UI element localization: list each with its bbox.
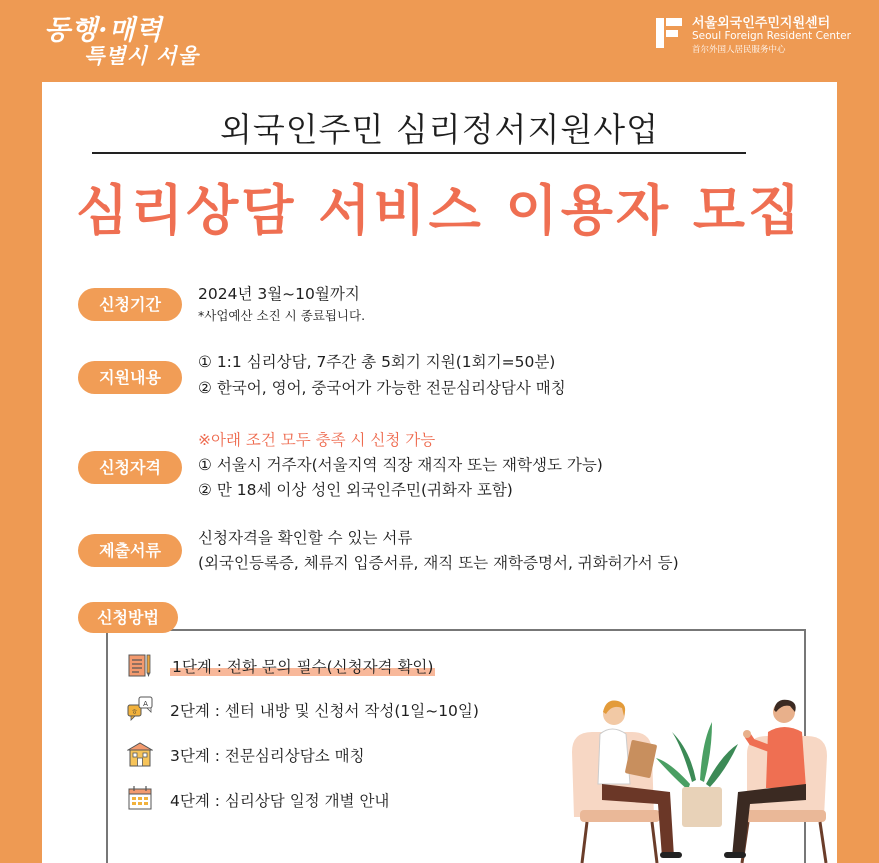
step-1-text: [170, 655, 435, 677]
eligibility-note: ※아래 조건 모두 충족 시 신청 가능: [198, 431, 436, 449]
documents-line-1: 신청자격을 확인할 수 있는 서류: [198, 529, 413, 547]
slogan-line-1: 동행·매력: [44, 15, 163, 46]
method-label: 신청방법: [78, 602, 178, 633]
eligibility-label: 신청자격: [78, 451, 182, 484]
documents-line-2: (외국인등록증, 체류지 입증서류, 재직 또는 재학증명서, 귀화허가서 등): [198, 554, 679, 572]
center-logo: [654, 12, 854, 56]
period-note: *사업예산 소진 시 종료됩니다.: [198, 308, 366, 323]
step-4-text: 4단계 : 심리상담 일정 개별 안내: [170, 792, 390, 810]
seoul-slogan-logo: [38, 6, 198, 70]
documents-label: 제출서류: [78, 534, 182, 567]
title-divider: [92, 152, 746, 154]
center-mark-icon: [654, 14, 684, 54]
svg-text:ㅎ: ㅎ: [131, 708, 138, 716]
step-3-text: 3단계 : 전문심리상담소 매칭: [170, 747, 365, 765]
center-name-zh: 首尔外国人居民服务中心: [692, 45, 786, 55]
step-1-highlight: 1단계 : 전화 문의 필수(신청자격 확인): [172, 658, 434, 676]
document-pencil-icon: [127, 652, 153, 678]
support-line-1: ① 1:1 심리상담, 7주간 총 5회기 지원(1회기=50분): [198, 353, 556, 371]
building-icon: [127, 741, 153, 767]
chat-bubble-icon: [127, 696, 153, 722]
support-line-2: ② 한국어, 영어, 중국어가 가능한 전문심리상담사 매칭: [198, 379, 566, 397]
step-2-text: 2단계 : 센터 내방 및 신청서 작성(1일~10일): [170, 702, 479, 720]
svg-text:A: A: [143, 700, 148, 708]
eligibility-line-1: ① 서울시 거주자(서울지역 직장 재직자 또는 재학생도 가능): [198, 456, 603, 474]
counseling-illustration: [562, 692, 837, 863]
slogan-line-2: 특별시 서울: [84, 43, 199, 68]
support-label: 지원내용: [78, 361, 182, 394]
eligibility-line-2: ② 만 18세 이상 성인 외국인주민(귀화자 포함): [198, 481, 513, 499]
center-name-en: Seoul Foreign Resident Center: [692, 30, 851, 42]
center-name-ko: 서울외국인주민지원센터: [692, 16, 831, 31]
recruitment-title: 심리상담 서비스 이용자 모집: [75, 179, 804, 242]
period-text: 2024년 3월~10월까지: [198, 285, 360, 303]
calendar-icon: [127, 785, 153, 811]
content-card: [42, 82, 837, 863]
program-subtitle: 외국인주민 심리정서지원사업: [220, 110, 659, 149]
period-label: 신청기간: [78, 288, 182, 321]
